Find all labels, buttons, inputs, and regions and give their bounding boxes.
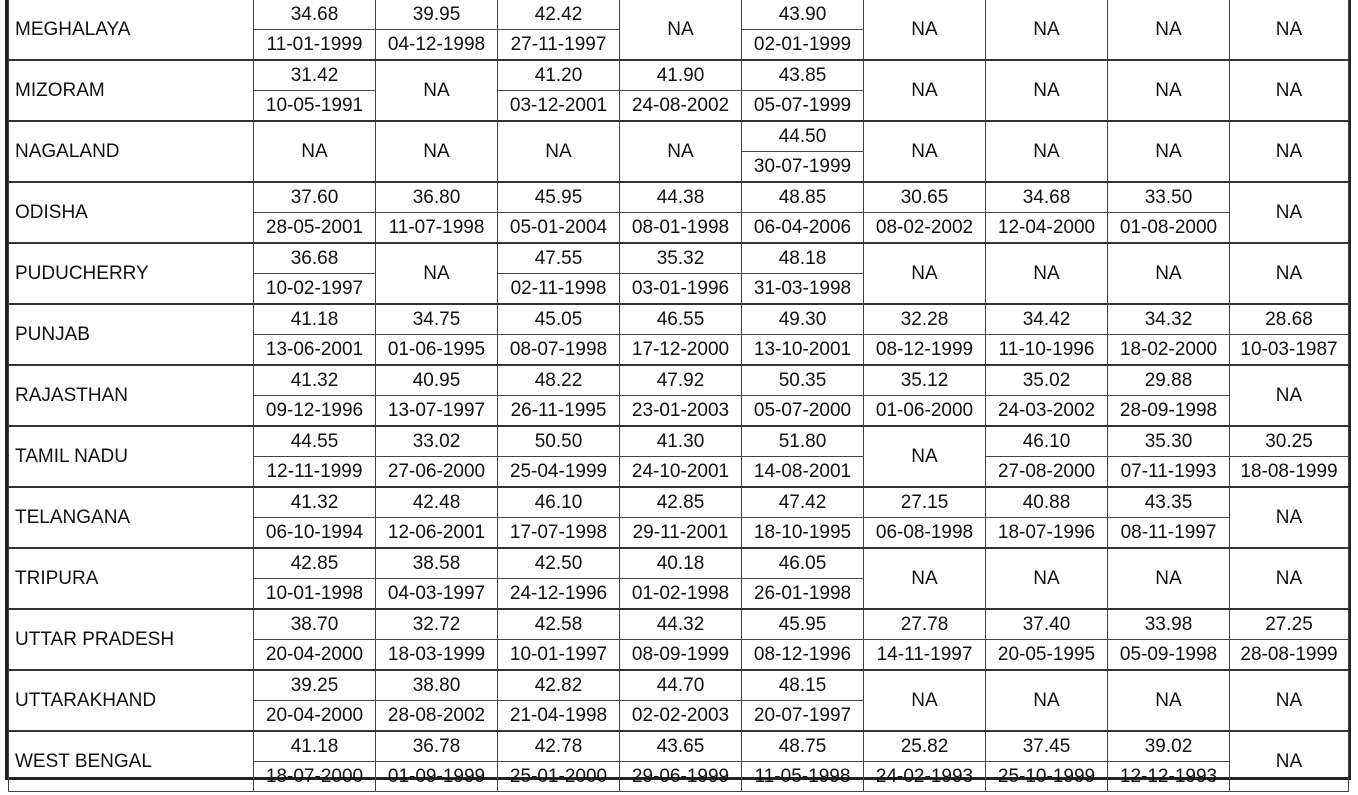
state-name-cell: PUDUCHERRY (9, 243, 254, 304)
date-cell: 10-01-1997 (498, 640, 620, 671)
date-cell: 29-11-2001 (620, 518, 742, 549)
value-cell: 46.55 (620, 304, 742, 335)
table-row-value (9, 365, 1349, 396)
state-name-cell: TRIPURA (9, 548, 254, 609)
date-cell: 25-04-1999 (498, 457, 620, 488)
na-cell: NA (620, 0, 742, 60)
value-cell: 47.42 (742, 487, 864, 518)
na-cell: NA (1230, 182, 1349, 243)
date-cell: 01-09-1999 (376, 762, 498, 792)
value-cell: 36.68 (254, 243, 376, 274)
state-name-cell: RAJASTHAN (9, 365, 254, 426)
value-cell: 38.80 (376, 670, 498, 701)
table-row-value (9, 609, 1349, 640)
date-cell: 18-02-2000 (1108, 335, 1230, 366)
date-cell: 06-04-2006 (742, 213, 864, 244)
value-cell: 44.50 (742, 121, 864, 152)
date-cell: 02-02-2003 (620, 701, 742, 732)
value-cell: 33.50 (1108, 182, 1230, 213)
date-cell: 27-08-2000 (986, 457, 1108, 488)
date-cell: 20-04-2000 (254, 701, 376, 732)
state-name-cell: NAGALAND (9, 121, 254, 182)
date-cell: 17-07-1998 (498, 518, 620, 549)
value-cell: 34.42 (986, 304, 1108, 335)
date-cell: 11-07-1998 (376, 213, 498, 244)
date-cell: 08-12-1996 (742, 640, 864, 671)
date-cell: 04-12-1998 (376, 30, 498, 61)
na-cell: NA (864, 670, 986, 731)
na-cell: NA (864, 548, 986, 609)
value-cell: 36.80 (376, 182, 498, 213)
date-cell: 12-12-1993 (1108, 762, 1230, 792)
date-cell: 13-07-1997 (376, 396, 498, 427)
value-cell: 42.78 (498, 731, 620, 762)
na-cell: NA (986, 60, 1108, 121)
value-cell: 42.82 (498, 670, 620, 701)
value-cell: 44.70 (620, 670, 742, 701)
date-cell: 13-10-2001 (742, 335, 864, 366)
value-cell: 40.95 (376, 365, 498, 396)
date-cell: 21-04-1998 (498, 701, 620, 732)
date-cell: 18-03-1999 (376, 640, 498, 671)
value-cell: 41.90 (620, 60, 742, 91)
date-cell: 20-05-1995 (986, 640, 1108, 671)
value-cell: 37.45 (986, 731, 1108, 762)
date-cell: 28-08-2002 (376, 701, 498, 732)
value-cell: 34.32 (1108, 304, 1230, 335)
date-cell: 18-10-1995 (742, 518, 864, 549)
value-cell: 43.35 (1108, 487, 1230, 518)
value-cell: 37.40 (986, 609, 1108, 640)
value-cell: 35.32 (620, 243, 742, 274)
date-cell: 05-07-2000 (742, 396, 864, 427)
value-cell: 44.38 (620, 182, 742, 213)
date-cell: 06-10-1994 (254, 518, 376, 549)
na-cell: NA (620, 121, 742, 182)
table-row-value (9, 182, 1349, 213)
na-cell: NA (1230, 243, 1349, 304)
value-cell: 45.95 (742, 609, 864, 640)
date-cell: 24-02-1993 (864, 762, 986, 792)
date-cell: 11-10-1996 (986, 335, 1108, 366)
value-cell: 48.75 (742, 731, 864, 762)
state-name-cell: TELANGANA (9, 487, 254, 548)
date-cell: 18-08-1999 (1230, 457, 1349, 488)
date-cell: 01-06-1995 (376, 335, 498, 366)
value-cell: 42.42 (498, 0, 620, 30)
date-cell: 30-07-1999 (742, 152, 864, 183)
na-cell: NA (1230, 670, 1349, 731)
value-cell: 40.88 (986, 487, 1108, 518)
value-cell: 35.30 (1108, 426, 1230, 457)
value-cell: 33.98 (1108, 609, 1230, 640)
date-cell: 12-11-1999 (254, 457, 376, 488)
date-cell: 01-02-1998 (620, 579, 742, 610)
value-cell: 41.30 (620, 426, 742, 457)
value-cell: 48.22 (498, 365, 620, 396)
date-cell: 03-12-2001 (498, 91, 620, 122)
state-name-cell: WEST BENGAL (9, 731, 254, 792)
value-cell: 27.25 (1230, 609, 1349, 640)
table-row-value (9, 426, 1349, 457)
date-cell: 05-07-1999 (742, 91, 864, 122)
value-cell: 48.15 (742, 670, 864, 701)
na-cell: NA (1230, 487, 1349, 548)
table-body (9, 0, 1349, 792)
table-row-value (9, 121, 1349, 152)
value-cell: 42.48 (376, 487, 498, 518)
na-cell: NA (986, 548, 1108, 609)
value-cell: 42.85 (620, 487, 742, 518)
value-cell: 47.92 (620, 365, 742, 396)
table-row-value (9, 487, 1349, 518)
na-cell: NA (1230, 731, 1349, 792)
date-cell: 03-01-1996 (620, 274, 742, 305)
value-cell: 40.18 (620, 548, 742, 579)
value-cell: 43.90 (742, 0, 864, 30)
date-cell: 08-09-1999 (620, 640, 742, 671)
value-cell: 34.68 (986, 182, 1108, 213)
date-cell: 01-08-2000 (1108, 213, 1230, 244)
date-cell: 14-11-1997 (864, 640, 986, 671)
date-cell: 02-01-1999 (742, 30, 864, 61)
value-cell: 31.42 (254, 60, 376, 91)
date-cell: 29-06-1999 (620, 762, 742, 792)
value-cell: 30.65 (864, 182, 986, 213)
value-cell: 35.02 (986, 365, 1108, 396)
value-cell: 44.55 (254, 426, 376, 457)
date-cell: 28-09-1998 (1108, 396, 1230, 427)
na-cell: NA (1108, 121, 1230, 182)
value-cell: 36.78 (376, 731, 498, 762)
na-cell: NA (254, 121, 376, 182)
date-cell: 13-06-2001 (254, 335, 376, 366)
state-name-cell: UTTAR PRADESH (9, 609, 254, 670)
date-cell: 20-07-1997 (742, 701, 864, 732)
date-cell: 26-11-1995 (498, 396, 620, 427)
date-cell: 24-10-2001 (620, 457, 742, 488)
value-cell: 34.68 (254, 0, 376, 30)
na-cell: NA (864, 60, 986, 121)
na-cell: NA (1230, 0, 1349, 60)
na-cell: NA (864, 426, 986, 487)
value-cell: 28.68 (1230, 304, 1349, 335)
value-cell: 41.32 (254, 365, 376, 396)
value-cell: 33.02 (376, 426, 498, 457)
value-cell: 48.85 (742, 182, 864, 213)
date-cell: 08-01-1998 (620, 213, 742, 244)
value-cell: 45.05 (498, 304, 620, 335)
date-cell: 08-02-2002 (864, 213, 986, 244)
value-cell: 48.18 (742, 243, 864, 274)
date-cell: 08-12-1999 (864, 335, 986, 366)
date-cell: 10-03-1987 (1230, 335, 1349, 366)
date-cell: 18-07-2000 (254, 762, 376, 792)
state-name-cell: MIZORAM (9, 60, 254, 121)
value-cell: 43.65 (620, 731, 742, 762)
na-cell: NA (376, 60, 498, 121)
date-cell: 24-12-1996 (498, 579, 620, 610)
date-cell: 08-07-1998 (498, 335, 620, 366)
value-cell: 41.32 (254, 487, 376, 518)
date-cell: 17-12-2000 (620, 335, 742, 366)
data-table-container (5, 0, 1351, 787)
table-row-value (9, 0, 1349, 30)
date-cell: 08-11-1997 (1108, 518, 1230, 549)
value-cell: 49.30 (742, 304, 864, 335)
value-cell: 38.70 (254, 609, 376, 640)
date-cell: 28-08-1999 (1230, 640, 1349, 671)
na-cell: NA (1230, 365, 1349, 426)
date-cell: 24-08-2002 (620, 91, 742, 122)
na-cell: NA (1108, 548, 1230, 609)
value-cell: 35.12 (864, 365, 986, 396)
date-cell: 28-05-2001 (254, 213, 376, 244)
value-cell: 47.55 (498, 243, 620, 274)
table-row-value (9, 670, 1349, 701)
na-cell: NA (1108, 0, 1230, 60)
na-cell: NA (986, 243, 1108, 304)
date-cell: 24-03-2002 (986, 396, 1108, 427)
na-cell: NA (498, 121, 620, 182)
value-cell: 29.88 (1108, 365, 1230, 396)
table-row-value (9, 731, 1349, 762)
state-name-cell: ODISHA (9, 182, 254, 243)
date-cell: 26-01-1998 (742, 579, 864, 610)
date-cell: 06-08-1998 (864, 518, 986, 549)
na-cell: NA (376, 121, 498, 182)
date-cell: 10-02-1997 (254, 274, 376, 305)
date-cell: 10-05-1991 (254, 91, 376, 122)
date-cell: 10-01-1998 (254, 579, 376, 610)
state-name-cell: UTTARAKHAND (9, 670, 254, 731)
na-cell: NA (1108, 60, 1230, 121)
value-cell: 42.58 (498, 609, 620, 640)
date-cell: 11-01-1999 (254, 30, 376, 61)
value-cell: 39.02 (1108, 731, 1230, 762)
table-row-value (9, 548, 1349, 579)
date-cell: 27-11-1997 (498, 30, 620, 61)
value-cell: 43.85 (742, 60, 864, 91)
state-name-cell: TAMIL NADU (9, 426, 254, 487)
value-cell: 46.10 (986, 426, 1108, 457)
value-cell: 34.75 (376, 304, 498, 335)
value-cell: 44.32 (620, 609, 742, 640)
value-cell: 39.25 (254, 670, 376, 701)
value-cell: 27.15 (864, 487, 986, 518)
date-cell: 01-06-2000 (864, 396, 986, 427)
value-cell: 41.18 (254, 304, 376, 335)
date-cell: 18-07-1996 (986, 518, 1108, 549)
date-cell: 07-11-1993 (1108, 457, 1230, 488)
value-cell: 41.18 (254, 731, 376, 762)
value-cell: 51.80 (742, 426, 864, 457)
table-row-value (9, 304, 1349, 335)
date-cell: 04-03-1997 (376, 579, 498, 610)
value-cell: 37.60 (254, 182, 376, 213)
value-cell: 25.82 (864, 731, 986, 762)
na-cell: NA (1230, 548, 1349, 609)
value-cell: 50.35 (742, 365, 864, 396)
date-cell: 25-10-1999 (986, 762, 1108, 792)
value-cell: 42.85 (254, 548, 376, 579)
value-cell: 32.28 (864, 304, 986, 335)
na-cell: NA (986, 0, 1108, 60)
value-cell: 45.95 (498, 182, 620, 213)
na-cell: NA (1230, 121, 1349, 182)
date-cell: 31-03-1998 (742, 274, 864, 305)
value-cell: 50.50 (498, 426, 620, 457)
table-row-value (9, 243, 1349, 274)
date-cell: 14-08-2001 (742, 457, 864, 488)
date-cell: 05-01-2004 (498, 213, 620, 244)
date-cell: 23-01-2003 (620, 396, 742, 427)
value-cell: 27.78 (864, 609, 986, 640)
value-cell: 32.72 (376, 609, 498, 640)
date-cell: 09-12-1996 (254, 396, 376, 427)
na-cell: NA (864, 121, 986, 182)
na-cell: NA (1230, 60, 1349, 121)
na-cell: NA (986, 670, 1108, 731)
date-cell: 12-04-2000 (986, 213, 1108, 244)
table-row-value (9, 60, 1349, 91)
state-name-cell: MEGHALAYA (9, 0, 254, 60)
na-cell: NA (1108, 243, 1230, 304)
temperature-records-table (8, 0, 1349, 792)
value-cell: 46.05 (742, 548, 864, 579)
na-cell: NA (986, 121, 1108, 182)
value-cell: 46.10 (498, 487, 620, 518)
na-cell: NA (864, 0, 986, 60)
na-cell: NA (376, 243, 498, 304)
value-cell: 38.58 (376, 548, 498, 579)
value-cell: 39.95 (376, 0, 498, 30)
date-cell: 25-01-2000 (498, 762, 620, 792)
na-cell: NA (864, 243, 986, 304)
value-cell: 42.50 (498, 548, 620, 579)
date-cell: 27-06-2000 (376, 457, 498, 488)
value-cell: 30.25 (1230, 426, 1349, 457)
date-cell: 05-09-1998 (1108, 640, 1230, 671)
date-cell: 11-05-1998 (742, 762, 864, 792)
date-cell: 20-04-2000 (254, 640, 376, 671)
value-cell: 41.20 (498, 60, 620, 91)
na-cell: NA (1108, 670, 1230, 731)
date-cell: 12-06-2001 (376, 518, 498, 549)
date-cell: 02-11-1998 (498, 274, 620, 305)
state-name-cell: PUNJAB (9, 304, 254, 365)
